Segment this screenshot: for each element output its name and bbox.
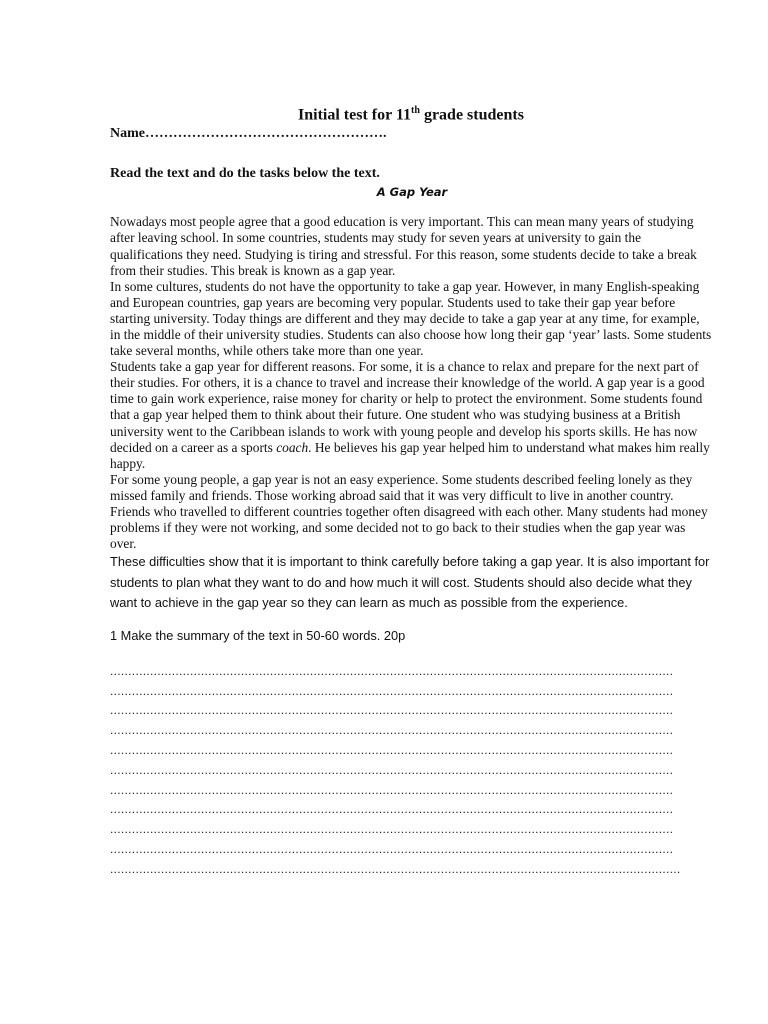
answer-line[interactable]: ........................................................................................................................................................... — [110, 762, 674, 777]
answer-line[interactable]: ........................................................................................................................................................... — [110, 663, 674, 678]
answer-line[interactable]: ........................................................................................................................................................... — [110, 802, 674, 817]
worksheet-page — [110, 100, 712, 880]
answer-line[interactable]: ............................................................................................................................................................. — [110, 861, 681, 876]
paragraph-5: These difficulties show that it is important to think carefully before taking a gap year. It is also important for students to plan what they want to do and how much it will cost. Students should also decide what they want to achieve in the gap year so they can learn as much as possible from the experience. — [110, 554, 710, 611]
paragraph-3 — [110, 359, 712, 472]
answer-line[interactable]: ........................................................................................................................................................... — [110, 822, 674, 837]
answer-line[interactable]: ........................................................................................................................................................... — [110, 683, 674, 698]
paragraph-3-end: . He believes his gap year helped him to understand what makes him really happy. — [110, 439, 710, 471]
paragraph-3-coach: coach — [276, 439, 309, 455]
answer-line[interactable]: ........................................................................................................................................................... — [110, 723, 674, 738]
article-body — [110, 214, 712, 613]
paragraph-3-start: Students take a gap year for different reasons. For some, it is a chance to relax and prepare for the next part of their studies. For others, it is a chance to travel and increase their knowledge of the world. A gap year is a good time to gain work experience, raise money for charity or help to protect the environment. Some students found that a gap year helped them to think about their future. One student who was studying business at a British university went to the Caribbean islands to work with young people and develop his sports skills. He has now decided on a career as a sports — [110, 359, 705, 455]
answer-line[interactable]: ........................................................................................................................................................... — [110, 841, 674, 856]
answer-line[interactable]: ........................................................................................................................................................... — [110, 782, 674, 797]
title-suffix: grade students — [419, 106, 524, 124]
instruction-text: Read the text and do the tasks below the text. — [110, 166, 380, 182]
task-instruction: 1 Make the summary of the text in 50-60 words. 20p — [110, 627, 406, 643]
page-title — [110, 100, 712, 126]
title-superscript: th — [411, 105, 420, 116]
answer-line[interactable]: ........................................................................................................................................................... — [110, 703, 674, 718]
answer-line[interactable]: ........................................................................................................................................................... — [110, 742, 674, 757]
title-prefix: Initial test for 11 — [298, 106, 412, 124]
answer-lines — [110, 662, 712, 880]
paragraph-4: For some young people, a gap year is not an easy experience. Some students described feeling lonely as they missed family and friends. Those working abroad said that it was very difficult to live in another country. Friends who travelled to different countries together often disagreed with each other. Many students had money problems if they were not working, and some decided not to go back to their studies when the gap year was over. — [110, 471, 708, 552]
name-field: Name……………………………………………. — [110, 126, 387, 142]
paragraph-2: In some cultures, students do not have the opportunity to take a gap year. However, in many English-speaking and European countries, gap years are becoming very popular. Students used to take their gap year before starting university. Today things are different and they may decide to take a gap year at any time, for example, in the middle of their university studies. Students can also choose how long their gap ‘year’ lasts. Some students take several months, while others take more than one year. — [110, 278, 712, 359]
paragraph-1: Nowadays most people agree that a good education is very important. This can mean many years of studying after leaving school. In some countries, students may study for seven years at university to gain the qualifications they need. Studying is tiring and stressful. For this reason, some students decide to take a break from their studies. This break is known as a gap year. — [110, 214, 697, 278]
article-title: A Gap Year — [376, 185, 448, 200]
